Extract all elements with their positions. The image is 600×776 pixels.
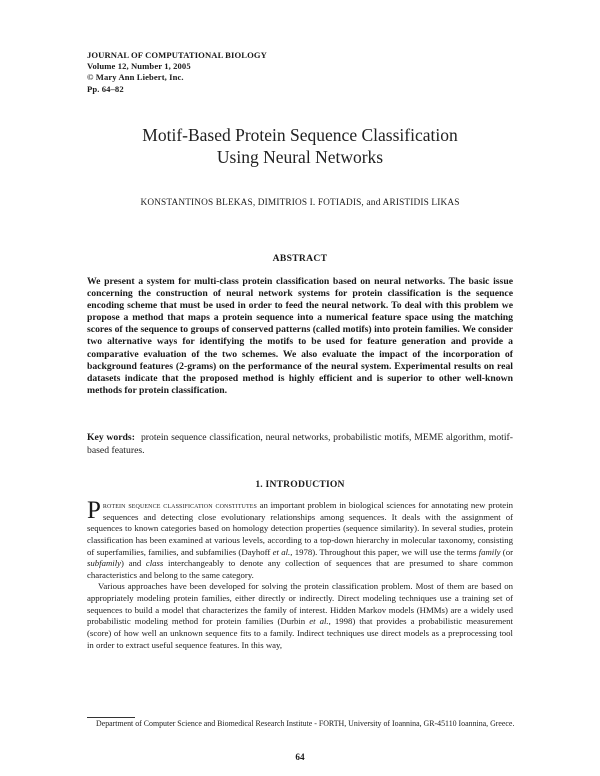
journal-pages: Pp. 64–82 — [87, 83, 124, 94]
abstract-text: We present a system for multi-class protein classification based on neural networks. The basic issue concerning the construction of neural network systems for protein classification is the sequence encoding scheme that must be used in order to feed the neural network. To deal with this problem we propose a method that maps a protein sequence into a numerical feature space using the matching scores of the sequence to groups of conserved patterns (called motifs) into protein families. We consider two alternative ways for identifying the motifs to be used for feature generation and provide a comparative evaluation of the two schemes. We also evaluate the impact of the incorporation of background features (2-grams) on the performance of the neural system. Experimental results on real datasets indicate that the proposed method is highly efficient and is superior to other well-known methods for protein classification. — [87, 276, 513, 396]
journal-header — [87, 50, 267, 95]
term-class: class — [145, 558, 164, 569]
author-conjunction: and — [366, 197, 381, 208]
page-number: 64 — [295, 752, 305, 762]
keywords-text: protein sequence classification, neural networks, probabilistic motifs, MEME algorithm, motif-based features. — [87, 432, 514, 456]
term-family: family — [478, 546, 501, 557]
term-subfamily: subfamily — [87, 558, 122, 569]
drop-cap: P — [87, 497, 101, 524]
intro-paragraph-2 — [87, 581, 513, 651]
intro-p2-text-a: Various approaches have been developed for solving the protein classification problem. Most of them are based on appropriately modeling protein families, either directly or indirectly. Direct modeling techniques use a training set of sequences to build a model that characterizes the family of interest. Hidden Markov models (HMMs) are a widely used probabilistic modeling method for protein families (Durbin — [87, 581, 513, 627]
journal-name: JOURNAL OF COMPUTATIONAL BIOLOGY — [87, 50, 267, 60]
journal-volume: Volume 12, Number 1, 2005 — [87, 61, 191, 72]
intro-p1-text-a: an important problem in biological sciences for annotating new protein sequences and detecting close evolutionary relationships among sequences. It deals with the assignment of sequences to known categories based on homology detection properties (sequence similarity). In several studies, protein classification has been examined at various levels, according to a top-down hierarchy in molecular taxonomy, consisting of superfamilies, families, and subfamilies (Dayhoff — [87, 500, 514, 557]
lead-in-smallcaps: rotein sequence classification constitutes — [102, 500, 257, 510]
title-line-2: Using Neural Networks — [216, 146, 384, 167]
citation-etal: et al. — [272, 546, 291, 557]
keywords — [87, 431, 513, 457]
author-last: ARISTIDIS LIKAS — [382, 198, 460, 208]
intro-p1-text-d: ) and — [121, 558, 146, 569]
intro-paragraph-1 — [87, 497, 514, 581]
author-names: KONSTANTINOS BLEKAS, DIMITRIOS I. FOTIADIS, — [140, 198, 364, 208]
keywords-label: Key words: — [87, 432, 135, 443]
abstract-heading: ABSTRACT — [272, 253, 328, 264]
journal-copyright: © Mary Ann Liebert, Inc. — [87, 72, 184, 83]
affiliation-footnote: Department of Computer Science and Biomedical Research Institute - FORTH, University of Ioannina, GR-45110 Ioannina, Greece. — [96, 719, 515, 728]
section-heading-introduction: 1. INTRODUCTION — [255, 479, 345, 490]
intro-p2-text-b: , 1998) that provides a probabilistic measurement (score) of how well an unknown sequence fits to a family. Indirect techniques use direct models as a preprocessing tool in order to extract useful sequence features. In this way, — [87, 616, 513, 650]
intro-p1-text-e: interchangeably to denote any collection of sequences that are presumed to share common characteristics and belong to the same category. — [87, 558, 513, 580]
citation-etal: et al. — [309, 616, 329, 627]
intro-p1-text-c: (or — [500, 546, 514, 557]
title-line-1: Motif-Based Protein Sequence Classification — [142, 125, 458, 145]
author-list — [0, 197, 600, 208]
introduction-body — [87, 497, 514, 651]
paper-title — [0, 125, 600, 168]
intro-p1-text-b: , 1978). Throughout this paper, we will use the terms — [290, 546, 479, 557]
